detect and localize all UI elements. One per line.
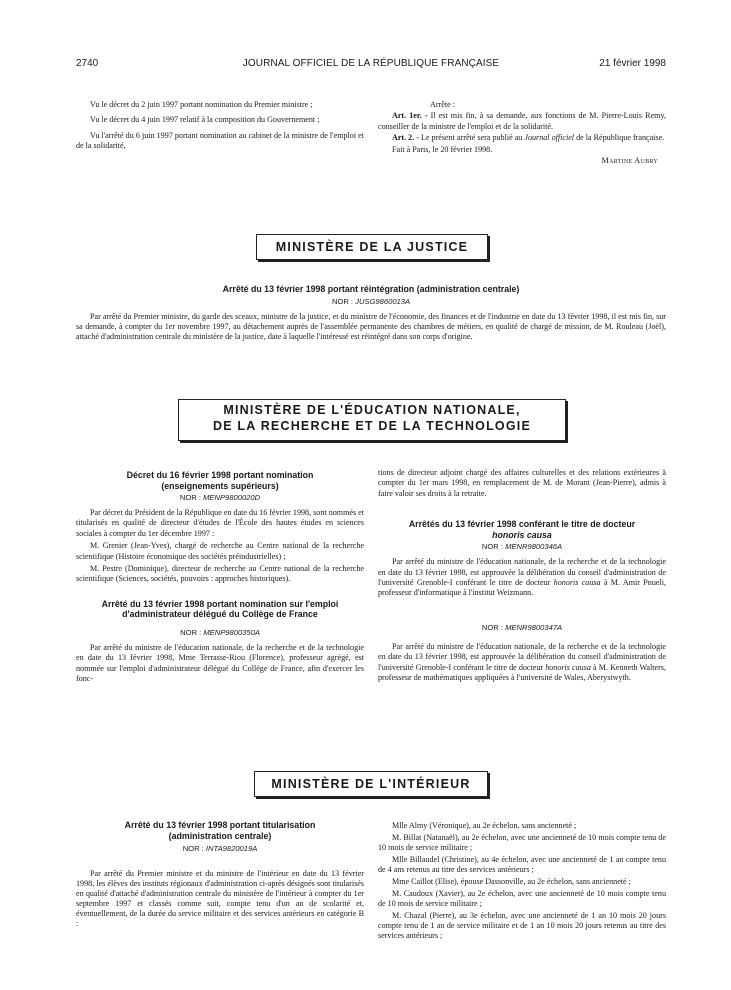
journal-title: JOURNAL OFFICIEL DE LA RÉPUBLIQUE FRANÇAISE	[242, 58, 500, 69]
honoris-body-1-italic: honoris causa	[553, 578, 601, 588]
ministry-education-box	[178, 399, 566, 441]
visa-paragraph: Vu l'arrêté du 6 juin 1997 portant nomination au cabinet de la ministre de l'emploi et de la solidarité,	[76, 130, 364, 151]
ministry-interieur-title: MINISTÈRE DE L'INTÉRIEUR	[271, 777, 471, 791]
signature: Martine Aubry	[601, 156, 658, 166]
decret-paragraph: M. Pestre (Dominique), directeur de recherche au Centre national de la recherche scientifique (Sciences, sociétés, pouvoirs : approches historiques).	[76, 564, 364, 584]
decret-paragraph: Par décret du Président de la République en date du 16 février 1998, sont nommés et titularisés en qualité de directeur d'études de l'École des hautes études en sciences sociales à compter du 1er décembre 1997 :	[76, 508, 364, 538]
honoris-body-1-text: Par arrêté du ministre de l'éducation nationale, de la recherche et de la technologie en date du 13 février 1998, est approuvée la délibération du conseil d'administration de l'université Grenoble-I conférant le titre de docteur	[378, 557, 666, 588]
honoris-body-1-end: à M. Amir Pnueli, professeur d'informatique à l'institut Weizmann.	[378, 578, 666, 598]
justice-nor	[76, 297, 666, 306]
justice-section	[76, 284, 666, 347]
decret-title: Décret du 16 février 1998 portant nomination (enseignements supérieurs)	[126, 470, 314, 491]
nor-label: NOR :	[179, 493, 201, 502]
honoris-body-2-text: Par arrêté du ministre de l'éducation nationale, de la recherche et de la technologie en date du 13 février 1998, est approuvée la délibération du conseil d'administration de l'université Grenoble-I conférant le titre de docteur	[378, 641, 666, 672]
education-left-column	[76, 470, 364, 689]
justice-body: Par arrêté du Premier ministre, du garde des sceaux, ministre de la justice, et du ministre de l'économie, des finances et de l'industrie en date du 13 février 1998, il est mis fin, sur sa demande, à compter du 1er novembre 1997, au détachement auprès de l'assemblée permanente des chambres de métiers, en qualité de chargé de mission, de M. Rouleau (Joël), attaché d'administration centrale du ministère de la justice, date à laquelle l'intéressé est réintégré dans son corps d'origine.	[76, 311, 666, 341]
decret-paragraph: M. Grenier (Jean-Yves), chargé de recherche au Centre national de la recherche scientifique (Histoire économique des sociétés préindustrielles) ;	[76, 541, 364, 561]
article-2-journal: Journal officiel	[524, 133, 575, 143]
article-2-text: Le présent arrêté sera publié au	[421, 133, 523, 143]
nor-label: NOR :	[331, 296, 354, 306]
ministry-education-line-1: MINISTÈRE DE L'ÉDUCATION NATIONALE,	[223, 403, 521, 417]
decret-nor	[76, 493, 364, 502]
college-title: Arrêté du 13 février 1998 portant nomination sur l'emploi d'administrateur délégué du Collège de France	[101, 598, 339, 620]
page-number: 2740	[76, 58, 99, 69]
nor-code: MENP9800020D	[203, 493, 261, 502]
list-item: Mlle Billaudel (Christine), au 4e échelon, avec une ancienneté de 1 an compte tenu de 4 ans retenus au titre des services antérieurs ;	[378, 855, 666, 874]
issue-date: 21 février 1998	[599, 58, 666, 69]
list-item: M. Caudoux (Xavier), au 2e échelon, avec une ancienneté de 10 mois compte tenu de 10 mois de service militaire ;	[378, 889, 666, 908]
article-1-label: Art. 1er. -	[392, 111, 428, 121]
interieur-title: Arrêté du 13 février 1998 portant titularisation (administration centrale)	[124, 820, 316, 841]
list-item: Mme Caillot (Elise), épouse Dassonville, au 2e échelon, sans ancienneté ;	[392, 877, 631, 886]
list-item: Mlle Almy (Véronique), au 2e échelon, sans ancienneté ;	[392, 821, 577, 830]
college-nor	[76, 628, 364, 637]
honoris-body-2-italic: honoris causa	[545, 662, 591, 672]
list-item: M. Chazal (Pierre), au 3e échelon, avec une ancienneté de 1 an 10 mois 20 jours compte tenu de 1 an de service militaire et de 1 an 10 mois 20 jours retenus au titre des services antérieurs ;	[378, 911, 666, 940]
college-body-part-2: tions de directeur adjoint chargé des affaires culturelles et des relations extérieures à compter du 1er mars 1998, en remplacement de M. de Morant (Jean-Pierre), admis à faire valoir ses droits à la retraite.	[378, 468, 666, 498]
honoris-title	[378, 519, 666, 540]
nor-label: NOR :	[180, 627, 202, 637]
interieur-body: Par arrêté du Premier ministre et du ministre de l'intérieur en date du 13 février 1998, les élèves des instituts régionaux d'administration ci-après désignés sont titularisés en qualité d'attaché d'administration centrale du ministère de l'intérieur à compter du 1er septembre 1997 et classés comme suit, compte tenu d'un an de scolarité et, éventuellement, de la durée du service militaire et des services antérieurs en catégorie B :	[76, 869, 364, 928]
article-2-text-end: de la République française.	[576, 133, 665, 143]
nor-code: JUSG9860013A	[355, 296, 411, 306]
interieur-nor	[76, 844, 364, 853]
fait-a-paris: Fait à Paris, le 20 février 1998.	[392, 144, 493, 154]
honoris-body-2-end: à M. Kenneth Walters, professeur de mathématiques appliquées à l'université de Wales, Aberystwyth.	[378, 662, 666, 683]
honoris-nor-1	[378, 542, 666, 551]
education-right-column	[378, 468, 666, 688]
nor-code: MENR9800346A	[505, 542, 563, 552]
top-left-column	[76, 100, 364, 157]
nor-label: NOR :	[481, 622, 503, 632]
college-body-part-1: Par arrêté du ministre de l'éducation nationale, de la recherche et de la technologie en date du 13 février 1998, Mme Terrasse-Riou (Florence), professeur agrégé, est nommée sur l'emploi d'administrateur délégué du Collège de France, afin d'exercer les fonc-	[76, 642, 364, 684]
nor-code: MENR9800347A	[505, 622, 563, 632]
running-header	[76, 58, 666, 72]
honoris-body-2	[378, 642, 666, 684]
visa-paragraph: Vu le décret du 4 juin 1997 relatif à la composition du Gouvernement ;	[90, 115, 320, 125]
nor-code: INTA9820019A	[205, 844, 258, 853]
ministry-interieur-box	[254, 771, 488, 797]
article-2-label: Art. 2. -	[392, 133, 419, 143]
nor-label: NOR :	[481, 542, 503, 552]
ministry-justice-box	[256, 234, 488, 260]
interieur-right-column	[378, 821, 666, 943]
visa-paragraph: Vu le décret du 2 juin 1997 portant nomination du Premier ministre ;	[90, 100, 313, 109]
nor-label: NOR :	[182, 844, 204, 853]
article-2	[378, 133, 666, 143]
top-right-column	[378, 100, 666, 171]
ministry-education-line-2: DE LA RECHERCHE ET DE LA TECHNOLOGIE	[213, 419, 531, 433]
list-item: M. Billat (Natanaël), au 2e échelon, avec une ancienneté de 10 mois compte tenu de 10 mois de service militaire ;	[378, 833, 666, 852]
ministry-justice-title: MINISTÈRE DE LA JUSTICE	[275, 240, 469, 254]
honoris-title-italic: honoris causa	[492, 529, 552, 540]
arrete-heading: Arrête :	[430, 100, 455, 109]
honoris-body-1	[378, 557, 666, 599]
article-1	[378, 111, 666, 132]
justice-arrete-title: Arrêté du 13 février 1998 portant réintégration (administration centrale)	[222, 284, 520, 294]
article-1-text: Il est mis fin, à sa demande, aux fonctions de M. Pierre-Louis Remy, conseiller de la ministre de l'emploi et de la solidarité.	[378, 111, 666, 131]
interieur-left-column	[76, 820, 364, 934]
honoris-nor-2	[378, 623, 666, 632]
honoris-title-text: Arrêtés du 13 février 1998 conférant le titre de docteur	[408, 519, 636, 530]
nor-code: MENP9800350A	[203, 627, 260, 637]
